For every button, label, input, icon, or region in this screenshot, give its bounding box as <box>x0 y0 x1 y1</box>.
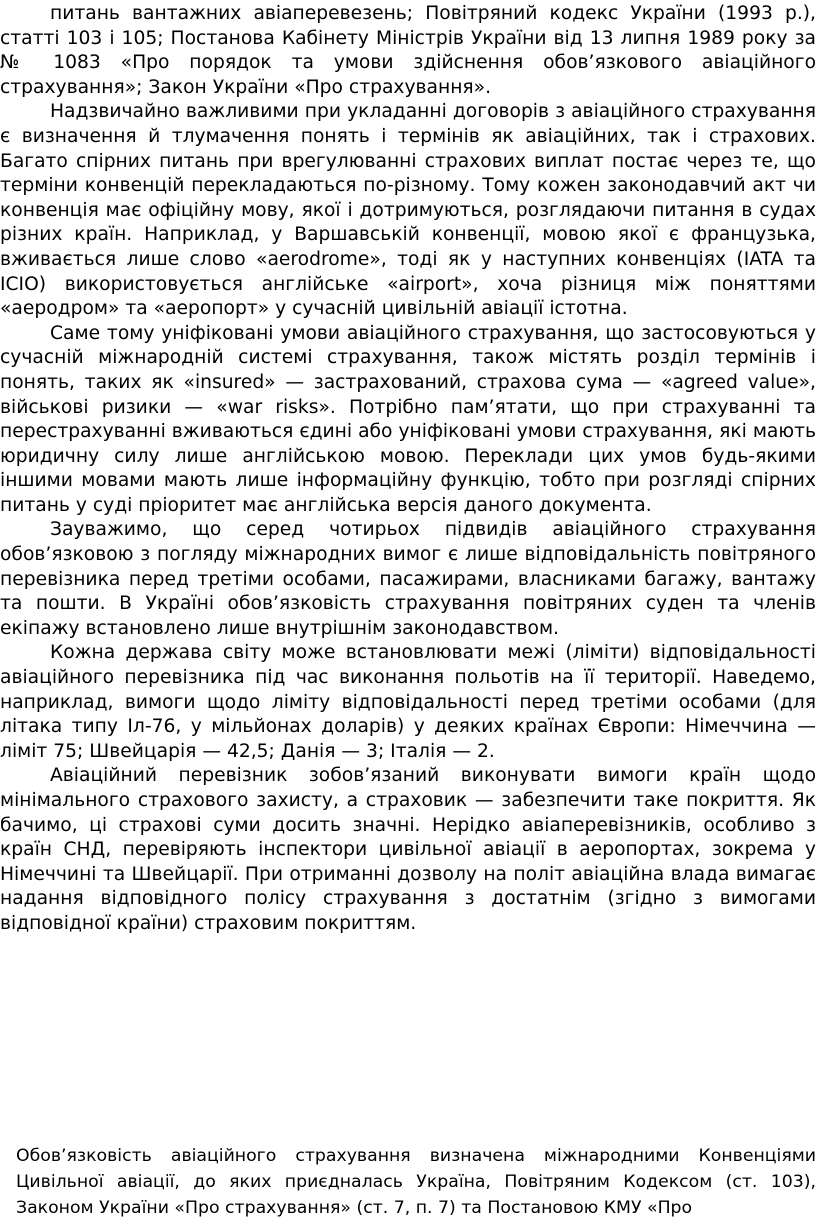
paragraph-mandatory-liability: Зауважимо, що серед чотирьох підвидів авіаційного страхування обов’язковою з погляду міжнародних вимог є лише відповідальність повітряного перевізника перед третіми особами, пасажирами, власниками багажу, вантажу та пошти. В Україні обов’язковість страхування повітряних суден та членів екіпажу встановлено лише внутрішнім законодавством. <box>0 519 816 639</box>
paragraph-carrier-obligations: Авіаційний перевізник зобов’язаний виконувати вимоги країн щодо мінімального страхового захисту, а страховик — забезпечити таке покриття. Як бачимо, ці страхові суми досить значні. Нерідко авіаперевізників, особливо з країн СНД, перевіряють інспектори цивільної авіації в аеропортах, зокрема у Німеччині та Швейцарії. При отриманні дозволу на політ авіаційна влада вимагає надання відповідного полісу страхування з достатнім (згідно з вимогами відповідної країни) страховим покриттям. <box>0 765 816 934</box>
paragraph-unified-conditions: Саме тому уніфіковані умови авіаційного страхування, що застосовуються у сучасній міжнародній системі страхування, також містять розділ термінів і понять, таких як «insured» — застрахований, страхова сума — «agreed value», військові ризики — «war risks». Потрібно пам’ятати, що при страхуванні та перестрахуванні вживаються єдині або уніфіковані умови страхування, які мають юридичну силу лише англійською мовою. Переклади цих умов будь-якими іншими мовами мають лише інформаційну функцію, тобто при розгляді спірних питань у суді пріоритет має англійська версія даного документа. <box>0 322 816 516</box>
paragraph-liability-limits: Кожна держава світу може встановлювати межі (ліміти) відповідальності авіаційного перевізника під час виконання польотів на її території. Наведемо, наприклад, вимоги щодо ліміту відповідальності перед третіми особами (для літака типу Іл-76, у мільйонах доларів) у деяких країнах Європи: Німеччина — ліміт 75; Швейцарія — 42,5; Данія — 3; Італія — 2. <box>0 642 816 762</box>
paragraph-terms: Надзвичайно важливими при укладанні договорів з авіаційного страхування є визначення й тлумачення понять і термінів як авіаційних, так і страхових. Багато спірних питань при врегулюванні страхових виплат постає через те, що терміни конвенцій перекладаються по-різному. Тому кожен законодавчий акт чи конвенція має офіційну мову, якої і дотримуються, розглядаючи питання в судах різних країн. Наприклад, у Варшавській конвенції, мовою якої є французька, вживається лише слово «aerodrome», тоді як у наступних конвенціях (IATA та ICIO) використовується англійське «airport», хоча різниця між поняттями «аеродром» та «аеропорт» у сучасній цивільній авіації істотна. <box>0 101 816 320</box>
footnote-text: Обов’язковість авіаційного страхування визначена міжнародними Конвенціями Цивільної авіації, до яких приєдналась Україна, Повітряним Кодексом (ст. 103), Законом України «Про страхування» (ст. 7, п. 7) та Постановою КМУ «Про <box>16 1146 816 1218</box>
paragraph-continuation: питань вантажних авіаперевезень; Повітряний кодекс України (1993 р.), статті 103 і 105; Постанова Кабінету Міністрів України від 13 липня 1989 року за № 1083 «Про порядок та умови здійснення обов’язкового авіаційного страхування»; Закон України «Про страхування». <box>0 3 816 98</box>
main-text <box>0 2 816 937</box>
